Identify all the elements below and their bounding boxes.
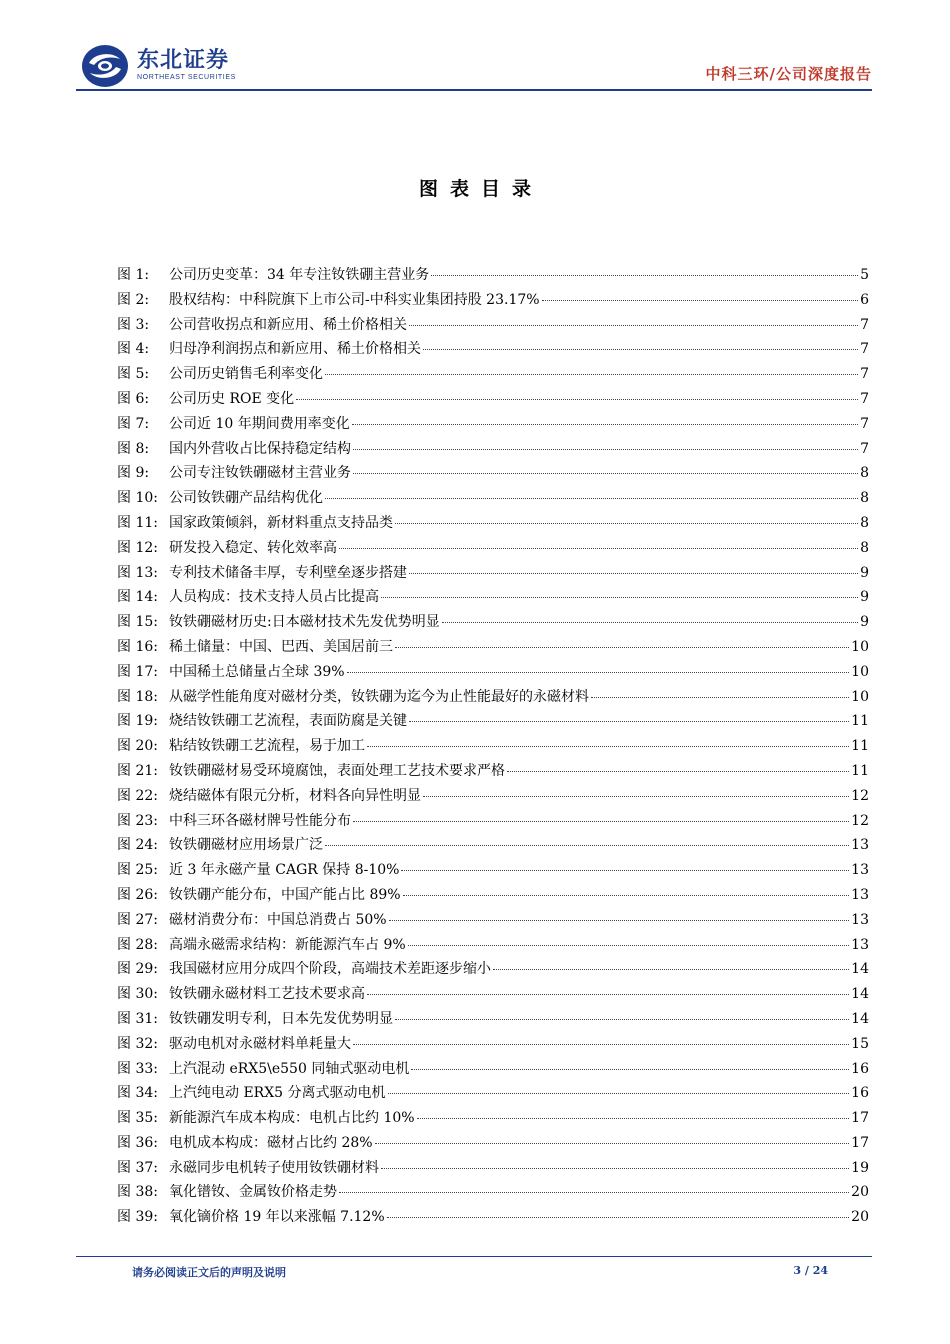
toc-entry-title[interactable]: 永磁同步电机转子使用钕铁硼材料 — [169, 1159, 379, 1176]
toc-entry-page: 20 — [851, 1184, 869, 1201]
toc-entry-title[interactable]: 中国稀土总储量占全球 39% — [169, 663, 345, 680]
toc-entry-title[interactable]: 人员构成：技术支持人员占比提高 — [169, 589, 379, 606]
toc-entry-label: 图 16: — [117, 638, 158, 655]
toc-entry[interactable] — [117, 760, 869, 785]
toc-dot-leader — [375, 1143, 850, 1144]
toc-entry-label: 图 10: — [117, 490, 158, 507]
toc-entry-label: 图 12: — [117, 539, 158, 556]
toc-entry-label: 图 28: — [117, 936, 158, 953]
toc-entry[interactable] — [117, 934, 869, 959]
toc-entry-page: 17 — [851, 1134, 869, 1151]
toc-entry-label: 图 7: — [117, 415, 150, 432]
toc-dot-leader — [423, 796, 849, 797]
toc-dot-leader — [591, 697, 849, 698]
toc-dot-leader — [395, 523, 858, 524]
toc-entry-label: 图 38: — [117, 1184, 158, 1201]
report-title: 中科三环/公司深度报告 — [705, 65, 872, 83]
toc-entry-page: 14 — [851, 1010, 869, 1027]
toc-entry[interactable] — [117, 611, 869, 636]
toc-entry[interactable] — [117, 438, 869, 463]
toc-entry-page: 11 — [851, 713, 869, 730]
toc-entry[interactable] — [117, 710, 869, 735]
toc-dot-leader — [403, 895, 850, 896]
toc-entry[interactable] — [117, 289, 869, 314]
toc-entry-label: 图 26: — [117, 886, 158, 903]
toc-dot-leader — [389, 920, 850, 921]
toc-entry-label: 图 37: — [117, 1159, 158, 1176]
toc-dot-leader — [387, 1217, 850, 1218]
toc-entry-page: 20 — [851, 1209, 869, 1226]
toc-entry-title[interactable]: 研发投入稳定、转化效率高 — [169, 539, 337, 556]
toc-entry-page: 16 — [851, 1060, 869, 1077]
toc-entry[interactable] — [117, 1033, 869, 1058]
northeast-securities-logo-icon — [80, 43, 130, 89]
toc-entry-page: 9 — [860, 589, 869, 606]
toc-entry-title[interactable]: 我国磁材应用分成四个阶段，高端技术差距逐步缩小 — [169, 961, 491, 978]
toc-dot-leader — [381, 1168, 849, 1169]
toc-entry[interactable] — [117, 735, 869, 760]
toc-entry-title[interactable]: 高端永磁需求结构：新能源汽车占 9% — [169, 936, 406, 953]
toc-entry-page: 7 — [860, 341, 869, 358]
toc-entry[interactable] — [117, 338, 869, 363]
toc-entry[interactable] — [117, 462, 869, 487]
toc-dot-leader — [507, 771, 849, 772]
toc-entry-title[interactable]: 中科三环各磁材牌号性能分布 — [169, 812, 351, 829]
toc-entry-title[interactable]: 公司营收拐点和新应用、稀土价格相关 — [169, 316, 407, 333]
toc-entry-label: 图 36: — [117, 1134, 158, 1151]
toc-entry-page: 14 — [851, 961, 869, 978]
toc-entry-title[interactable]: 烧结钕铁硼工艺流程，表面防腐是关键 — [169, 713, 407, 730]
toc-entry-label: 图 34: — [117, 1085, 158, 1102]
toc-entry-label: 图 20: — [117, 738, 158, 755]
toc-entry-title[interactable]: 粘结钕铁硼工艺流程，易于加工 — [169, 738, 365, 755]
toc-entry-label: 图 15: — [117, 614, 158, 631]
toc-dot-leader — [401, 870, 849, 871]
footer-divider — [76, 1256, 872, 1257]
toc-entry[interactable] — [117, 636, 869, 661]
toc-entry-page: 5 — [860, 267, 869, 283]
toc-entry-page: 8 — [860, 514, 869, 531]
toc-entry-page: 16 — [851, 1085, 869, 1102]
toc-entry-title[interactable]: 公司历史 ROE 变化 — [169, 390, 295, 407]
toc-dot-leader — [431, 275, 858, 276]
toc-entry-label: 图 24: — [117, 837, 158, 854]
toc-entry-label: 图 3: — [117, 316, 150, 333]
toc-dot-leader — [325, 498, 858, 499]
toc-entry-label: 图 11: — [117, 514, 158, 531]
toc-entry[interactable] — [117, 909, 869, 934]
toc-entry-title[interactable]: 新能源汽车成本构成：电机占比约 10% — [169, 1110, 415, 1127]
toc-dot-leader — [417, 1118, 850, 1119]
toc-entry-title[interactable]: 烧结磁体有限元分析，材料各向异性明显 — [169, 787, 421, 804]
toc-entry-page: 12 — [851, 812, 869, 829]
toc-entry-page: 19 — [851, 1159, 869, 1176]
toc-entry-page: 8 — [860, 539, 869, 556]
toc-entry-label: 图 8: — [117, 440, 150, 457]
header-divider — [76, 89, 872, 91]
toc-entry[interactable] — [117, 1082, 869, 1107]
toc-entry-title[interactable]: 钕铁硼发明专利，日本先发优势明显 — [169, 1010, 393, 1027]
toc-entry-label: 图 29: — [117, 961, 158, 978]
toc-entry-page: 6 — [860, 291, 869, 308]
toc-entry-page: 10 — [851, 638, 869, 655]
toc-dot-leader — [367, 746, 849, 747]
footer-disclaimer: 请务必阅读正文后的声明及说明 — [132, 1266, 286, 1279]
toc-entry-page: 8 — [860, 465, 869, 482]
logo-chinese-name: 东北证券 — [137, 48, 230, 73]
toc-entry-label: 图 25: — [117, 862, 158, 879]
toc-entry-title[interactable]: 股权结构：中科院旗下上市公司-中科实业集团持股 23.17% — [169, 291, 540, 308]
toc-entry-page: 10 — [851, 663, 869, 680]
toc-entry-title[interactable]: 公司历史销售毛利率变化 — [169, 366, 323, 383]
toc-dot-leader — [347, 672, 850, 673]
toc-entry-label: 图 18: — [117, 688, 158, 705]
toc-entry-title[interactable]: 钕铁硼永磁材料工艺技术要求高 — [169, 986, 365, 1003]
toc-entry-page: 8 — [860, 490, 869, 507]
toc-entry-title[interactable]: 上汽混动 eRX5\e550 同轴式驱动电机 — [169, 1060, 410, 1077]
toc-entry[interactable] — [117, 388, 869, 413]
page-footer — [76, 1256, 872, 1279]
toc-entry-page: 17 — [851, 1110, 869, 1127]
toc-entry-page: 12 — [851, 787, 869, 804]
toc-entry-label: 图 1: — [117, 267, 150, 283]
toc-entry-title[interactable]: 钕铁硼磁材历史:日本磁材技术先发优势明显 — [169, 614, 440, 631]
toc-entry-page: 9 — [860, 564, 869, 581]
toc-entry-label: 图 33: — [117, 1060, 158, 1077]
toc-entry[interactable] — [117, 512, 869, 537]
toc-dot-leader — [296, 399, 858, 400]
toc-entry[interactable] — [117, 1181, 869, 1206]
toc-entry-page: 14 — [851, 986, 869, 1003]
toc-entry-label: 图 35: — [117, 1110, 158, 1127]
toc-entry[interactable] — [117, 983, 869, 1008]
toc-entry-label: 图 22: — [117, 787, 158, 804]
toc-entry-label: 图 23: — [117, 812, 158, 829]
toc-dot-leader — [542, 300, 859, 301]
toc-dot-leader — [423, 349, 858, 350]
toc-entry-page: 7 — [860, 390, 869, 407]
toc-entry-label: 图 21: — [117, 762, 158, 779]
toc-entry[interactable] — [117, 314, 869, 339]
toc-entry[interactable] — [117, 1107, 869, 1132]
toc-entry-label: 图 2: — [117, 291, 150, 308]
toc-entry[interactable] — [117, 859, 869, 884]
toc-entry-title[interactable]: 公司专注钕铁硼磁材主营业务 — [169, 465, 351, 482]
toc-entry-title[interactable]: 归母净利润拐点和新应用、稀土价格相关 — [169, 341, 421, 358]
toc-entry[interactable] — [117, 1206, 869, 1231]
company-logo — [80, 43, 236, 89]
toc-entry-label: 图 32: — [117, 1035, 158, 1052]
toc-entry[interactable] — [117, 686, 869, 711]
toc-entry-title[interactable]: 近 3 年永磁产量 CAGR 保持 8-10% — [169, 862, 400, 879]
toc-dot-leader — [409, 721, 849, 722]
toc-dot-leader — [353, 821, 849, 822]
toc-entry-label: 图 17: — [117, 663, 158, 680]
toc-entry-title[interactable]: 钕铁硼磁材应用场景广泛 — [169, 837, 323, 854]
toc-dot-leader — [409, 325, 858, 326]
toc-entry-page: 11 — [851, 762, 869, 779]
toc-entry-title[interactable]: 上汽纯电动 ERX5 分离式驱动电机 — [169, 1085, 386, 1102]
toc-entry-page: 9 — [860, 614, 869, 631]
toc-entry[interactable] — [117, 958, 869, 983]
toc-entry-label: 图 6: — [117, 390, 150, 407]
toc-entry[interactable] — [117, 1058, 869, 1083]
toc-entry-title[interactable]: 钕铁硼磁材易受环境腐蚀，表面处理工艺技术要求严格 — [169, 762, 505, 779]
table-of-figures — [117, 264, 869, 1231]
toc-entry-title[interactable]: 氧化镨钕、金属钕价格走势 — [169, 1184, 337, 1201]
toc-entry-page: 13 — [851, 862, 869, 879]
toc-entry-label: 图 4: — [117, 341, 150, 358]
toc-dot-leader — [353, 473, 858, 474]
toc-dot-leader — [411, 1069, 849, 1070]
toc-entry-label: 图 9: — [117, 465, 150, 482]
toc-entry-page: 13 — [851, 886, 869, 903]
toc-entry[interactable] — [117, 1132, 869, 1157]
toc-entry-title[interactable]: 公司钕铁硼产品结构优化 — [169, 490, 323, 507]
toc-entry[interactable] — [117, 562, 869, 587]
toc-entry-page: 7 — [860, 415, 869, 432]
toc-entry-label: 图 39: — [117, 1209, 158, 1226]
toc-entry-label: 图 31: — [117, 1010, 158, 1027]
toc-entry[interactable] — [117, 413, 869, 438]
toc-dot-leader — [381, 597, 858, 598]
toc-dot-leader — [339, 548, 858, 549]
toc-entry-title[interactable]: 从磁学性能角度对磁材分类，钕铁硼为迄今为止性能最好的永磁材料 — [169, 688, 589, 705]
toc-entry-title[interactable]: 钕铁硼产能分布，中国产能占比 89% — [169, 886, 401, 903]
toc-entry-title[interactable]: 氧化镝价格 19 年以来涨幅 7.12% — [169, 1209, 385, 1226]
toc-dot-leader — [339, 1192, 849, 1193]
page-number: 3 / 24 — [793, 1264, 828, 1277]
toc-entry[interactable] — [117, 884, 869, 909]
toc-dot-leader — [395, 647, 849, 648]
toc-entry[interactable] — [117, 810, 869, 835]
toc-entry-title[interactable]: 电机成本构成：磁材占比约 28% — [169, 1134, 373, 1151]
toc-entry-title[interactable]: 磁材消费分布：中国总消费占 50% — [169, 911, 387, 928]
toc-entry-page: 11 — [851, 738, 869, 755]
toc-dot-leader — [395, 1019, 849, 1020]
toc-dot-leader — [409, 573, 858, 574]
toc-entry[interactable] — [117, 661, 869, 686]
toc-entry-title[interactable]: 公司历史变革：34 年专注钕铁硼主营业务 — [169, 267, 430, 283]
toc-dot-leader — [353, 1044, 849, 1045]
toc-entry-title[interactable]: 专利技术储备丰厚，专利壁垒逐步搭建 — [169, 564, 407, 581]
toc-dot-leader — [388, 1093, 850, 1094]
toc-entry[interactable] — [117, 1157, 869, 1182]
page-header — [76, 36, 872, 92]
toc-dot-leader — [442, 622, 858, 623]
toc-entry-title[interactable]: 稀土储量：中国、巴西、美国居前三 — [169, 638, 393, 655]
toc-entry-label: 图 27: — [117, 911, 158, 928]
toc-entry[interactable] — [117, 537, 869, 562]
toc-entry-page: 15 — [851, 1035, 869, 1052]
toc-entry[interactable] — [117, 487, 869, 512]
toc-entry-title[interactable]: 驱动电机对永磁材料单耗量大 — [169, 1035, 351, 1052]
toc-entry-page: 13 — [851, 911, 869, 928]
logo-english-name: NORTHEAST SECURITIES — [137, 74, 236, 81]
toc-entry[interactable] — [117, 1008, 869, 1033]
toc-entry-title[interactable]: 国家政策倾斜，新材料重点支持品类 — [169, 514, 393, 531]
toc-entry-label: 图 19: — [117, 713, 158, 730]
toc-entry[interactable] — [117, 363, 869, 388]
toc-dot-leader — [325, 845, 849, 846]
toc-entry-page: 7 — [860, 440, 869, 457]
toc-entry[interactable] — [117, 586, 869, 611]
toc-entry-label: 图 5: — [117, 366, 150, 383]
toc-entry-page: 13 — [851, 837, 869, 854]
toc-dot-leader — [352, 424, 858, 425]
toc-entry-page: 10 — [851, 688, 869, 705]
toc-entry[interactable] — [117, 264, 869, 289]
toc-entry-title[interactable]: 公司近 10 年期间费用率变化 — [169, 415, 350, 432]
page-title: 图表目录 — [418, 178, 543, 200]
toc-entry-page: 13 — [851, 936, 869, 953]
toc-entry[interactable] — [117, 785, 869, 810]
toc-entry[interactable] — [117, 834, 869, 859]
toc-dot-leader — [408, 945, 850, 946]
toc-dot-leader — [493, 969, 849, 970]
toc-entry-title[interactable]: 国内外营收占比保持稳定结构 — [169, 440, 351, 457]
toc-dot-leader — [353, 449, 858, 450]
toc-dot-leader — [325, 374, 858, 375]
toc-entry-label: 图 14: — [117, 589, 158, 606]
toc-entry-page: 7 — [860, 316, 869, 333]
toc-dot-leader — [367, 994, 849, 995]
toc-entry-page: 7 — [860, 366, 869, 383]
toc-entry-label: 图 30: — [117, 986, 158, 1003]
toc-entry-label: 图 13: — [117, 564, 158, 581]
